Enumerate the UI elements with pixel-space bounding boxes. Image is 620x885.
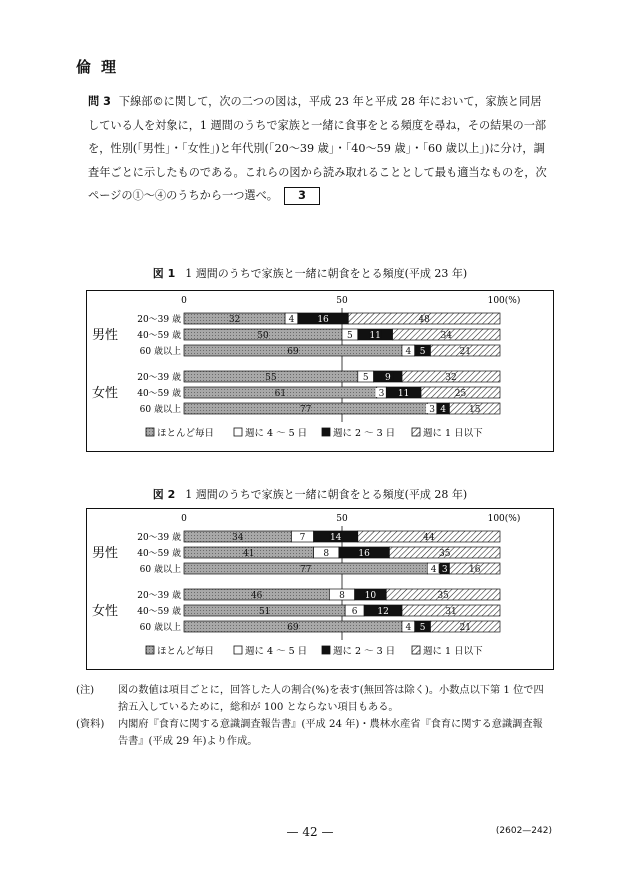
data-label: 4 <box>430 565 437 575</box>
data-label: 5 <box>362 373 369 383</box>
source-tag: (資料) <box>76 719 105 730</box>
data-label: 69 <box>287 623 299 633</box>
data-label: 8 <box>323 549 330 559</box>
group-label-female: 女性 <box>92 604 119 619</box>
answer-box[interactable]: 3 <box>284 187 320 205</box>
legend-swatch <box>322 428 330 436</box>
category-label: 20〜39 歳 <box>137 533 181 543</box>
figure-1-caption <box>0 265 620 281</box>
data-label: 69 <box>287 347 299 357</box>
legend-swatch <box>146 646 154 654</box>
legend-label: 週に 2 〜 3 日 <box>333 646 396 657</box>
x-tick-label: 100(%) <box>487 514 521 524</box>
x-tick-label: 50 <box>336 296 348 306</box>
data-label: 77 <box>299 565 312 575</box>
data-label: 16 <box>358 549 370 559</box>
x-tick-label: 0 <box>181 296 187 306</box>
data-label: 61 <box>274 389 287 399</box>
note-text: 図の数値は項目ごとに，回答した人の割合(%)を表す(無回答は除く)。小数点以下第 1 位で四捨五入しているために，総和が 100 とならない項目もある。 <box>118 685 544 713</box>
category-label: 20〜39 歳 <box>137 315 181 325</box>
data-label: 35 <box>438 549 451 559</box>
category-label: 40〜59 歳 <box>137 389 181 399</box>
note-row <box>76 682 546 716</box>
question-text: 下線部©に関して，次の二つの図は，平成 23 年と平成 28 年において，家族と同居している人を対象に，1 週間のうちで家族と一緒に食事をとる頻度を尋ね，その結果の一部を，性別(「男性」・「女性」)と年代別(「20〜39 歳」・「40〜59 歳」・「60 歳以上」)に分け，調査年ごとに示したものである。これらの図から読み取れることとして最も適当なものを，次ページの①〜④のうちから一つ選べ。 <box>88 95 547 203</box>
legend-label: ほとんど毎日 <box>157 646 215 657</box>
figure-2-caption <box>0 486 620 502</box>
category-label: 40〜59 歳 <box>137 331 181 341</box>
data-label: 4 <box>405 347 412 357</box>
legend-swatch <box>146 428 154 436</box>
data-label: 12 <box>377 607 389 617</box>
data-label: 21 <box>459 623 471 633</box>
legend-swatch <box>412 646 420 654</box>
legend-swatch <box>234 646 242 654</box>
data-label: 41 <box>243 549 255 559</box>
x-tick-label: 0 <box>181 514 187 524</box>
source-row <box>76 716 546 750</box>
section-title: 倫理 <box>76 58 127 76</box>
data-label: 51 <box>258 607 271 617</box>
data-label: 6 <box>351 607 358 617</box>
data-label: 3 <box>429 405 435 415</box>
x-tick-label: 50 <box>336 514 348 524</box>
category-label: 20〜39 歳 <box>137 373 181 383</box>
legend-swatch <box>322 646 330 654</box>
data-label: 48 <box>418 315 430 325</box>
question-block <box>88 90 550 208</box>
data-label: 31 <box>445 607 457 617</box>
source-text: 内閣府『食育に関する意識調査報告書』(平成 24 年)・農林水産省『食育に関する意識調査報告書』(平成 29 年)より作成。 <box>118 719 543 747</box>
data-label: 4 <box>288 315 295 325</box>
data-label: 8 <box>339 591 345 601</box>
data-label: 44 <box>423 533 435 543</box>
data-label: 34 <box>231 533 244 543</box>
data-label: 16 <box>468 565 481 575</box>
legend-label: 週に 1 日以下 <box>423 646 483 657</box>
data-label: 5 <box>419 623 426 633</box>
category-label: 40〜59 歳 <box>137 549 181 559</box>
data-label: 4 <box>405 623 412 633</box>
figure-1-label: 図 1 <box>152 267 176 280</box>
category-label: 60 歳以上 <box>139 347 181 357</box>
notes <box>76 682 546 750</box>
chart-figure-2 <box>86 508 554 670</box>
chart-figure-2-svg <box>86 508 554 670</box>
legend-swatch <box>412 428 420 436</box>
data-label: 32 <box>445 373 457 383</box>
chart-figure-1 <box>86 290 554 452</box>
question-number: 問 3 <box>88 95 111 108</box>
data-label: 50 <box>257 331 269 341</box>
x-tick-label: 100(%) <box>487 296 521 306</box>
category-label: 40〜59 歳 <box>137 607 181 617</box>
legend-swatch <box>234 428 242 436</box>
data-label: 5 <box>419 347 426 357</box>
category-label: 20〜39 歳 <box>137 591 181 601</box>
data-label: 32 <box>228 315 241 325</box>
figure-2-label: 図 2 <box>152 488 176 501</box>
data-label: 11 <box>397 389 410 399</box>
data-label: 15 <box>468 405 481 415</box>
figure-1-title: 1 週間のうちで家族と一緒に朝食をとる頻度(平成 23 年) <box>185 267 468 280</box>
data-label: 35 <box>437 591 449 601</box>
page-number: — 42 — <box>286 825 334 839</box>
data-label: 10 <box>364 591 377 601</box>
data-label: 25 <box>454 389 467 399</box>
data-label: 7 <box>299 533 306 543</box>
legend-label: 週に 1 日以下 <box>423 428 483 439</box>
category-label: 60 歳以上 <box>139 565 181 575</box>
legend-label: 週に 2 〜 3 日 <box>333 428 396 439</box>
data-label: 77 <box>299 405 312 415</box>
legend-label: ほとんど毎日 <box>157 428 215 439</box>
data-label: 3 <box>378 389 385 399</box>
data-label: 9 <box>384 373 391 383</box>
data-label: 14 <box>329 533 342 543</box>
data-label: 11 <box>369 331 381 341</box>
group-label-female: 女性 <box>92 386 119 401</box>
data-label: 21 <box>459 347 471 357</box>
group-label-male: 男性 <box>92 546 119 561</box>
data-label: 16 <box>317 315 329 325</box>
category-label: 60 歳以上 <box>139 405 181 415</box>
data-label: 55 <box>265 373 277 383</box>
legend-label: 週に 4 〜 5 日 <box>245 428 308 439</box>
legend-label: 週に 4 〜 5 日 <box>245 646 308 657</box>
group-label-male: 男性 <box>92 328 119 343</box>
chart-figure-1-svg <box>86 290 554 452</box>
data-label: 4 <box>440 405 446 415</box>
data-label: 5 <box>347 331 353 341</box>
note-tag: (注) <box>76 685 95 696</box>
category-label: 60 歳以上 <box>139 623 181 633</box>
data-label: 3 <box>441 565 448 575</box>
page-code: (2602—242) <box>495 826 552 836</box>
figure-2-title: 1 週間のうちで家族と一緒に朝食をとる頻度(平成 28 年) <box>185 488 468 501</box>
data-label: 34 <box>440 331 453 341</box>
data-label: 46 <box>250 591 263 601</box>
